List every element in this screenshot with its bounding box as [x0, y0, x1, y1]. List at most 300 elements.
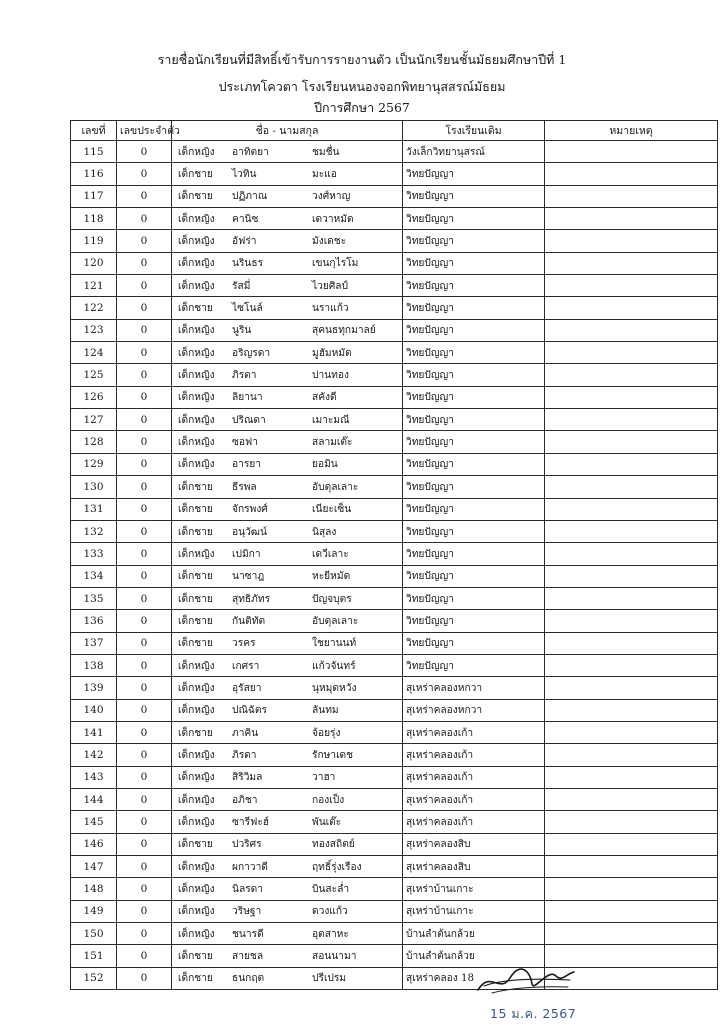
last-name: แก้วจันทร์ — [312, 660, 356, 672]
student-name — [172, 498, 403, 520]
last-name: เดวาหมัด — [312, 213, 354, 225]
remarks — [545, 587, 718, 609]
last-name: อับดุลเลาะ — [312, 615, 359, 627]
remarks — [545, 766, 718, 788]
student-id: 0 — [117, 208, 172, 230]
last-name: ไวยศิลป์ — [312, 280, 348, 292]
table-row — [71, 453, 718, 475]
previous-school: วิทยปัญญา — [403, 208, 545, 230]
first-name: นรินธร — [232, 258, 264, 270]
name-prefix: เด็กชาย — [178, 593, 213, 605]
student-name — [172, 431, 403, 453]
name-prefix: เด็กชาย — [178, 504, 213, 516]
remarks — [545, 230, 718, 252]
student-name — [172, 811, 403, 833]
table-row — [71, 677, 718, 699]
row-number: 137 — [71, 632, 117, 654]
remarks — [545, 520, 718, 542]
table-row — [71, 141, 718, 163]
previous-school: วิทยปัญญา — [403, 632, 545, 654]
row-number: 129 — [71, 453, 117, 475]
student-name — [172, 409, 403, 431]
table-row — [71, 766, 718, 788]
name-prefix: เด็กหญิง — [178, 392, 215, 404]
last-name: เขนกุไรโม — [312, 258, 359, 270]
first-name: ซอฟา — [232, 437, 258, 449]
student-id: 0 — [117, 632, 172, 654]
last-name: ทองสถิตย์ — [312, 839, 355, 851]
row-number: 126 — [71, 386, 117, 408]
first-name: อภิชา — [232, 794, 258, 806]
remarks — [545, 654, 718, 676]
student-name — [172, 587, 403, 609]
student-id: 0 — [117, 766, 172, 788]
row-number: 136 — [71, 610, 117, 632]
last-name: ลันทม — [312, 705, 339, 717]
name-prefix: เด็กหญิง — [178, 258, 215, 270]
last-name: เนียะเซ็น — [312, 504, 352, 516]
student-name — [172, 275, 403, 297]
table-row — [71, 811, 718, 833]
first-name: คานิซ — [232, 213, 259, 225]
table-row — [71, 967, 718, 989]
remarks — [545, 811, 718, 833]
name-prefix: เด็กชาย — [178, 481, 213, 493]
row-number: 140 — [71, 699, 117, 721]
remarks — [545, 342, 718, 364]
student-name — [172, 721, 403, 743]
previous-school: วิทยปัญญา — [403, 565, 545, 587]
student-id: 0 — [117, 654, 172, 676]
student-name — [172, 163, 403, 185]
student-name — [172, 788, 403, 810]
last-name: วงศ์หาญ — [312, 191, 351, 203]
first-name: ภิรดา — [232, 749, 257, 761]
name-prefix: เด็กหญิง — [178, 682, 215, 694]
first-name: สุทธิภัทร — [232, 593, 271, 605]
first-name: ชนารดี — [232, 928, 264, 940]
student-id: 0 — [117, 587, 172, 609]
remarks — [545, 498, 718, 520]
first-name: อาทิตยา — [232, 146, 269, 158]
student-id: 0 — [117, 856, 172, 878]
name-prefix: เด็กชาย — [178, 727, 213, 739]
first-name: ปวริศร — [232, 839, 262, 851]
last-name: สอนนามา — [312, 951, 357, 963]
last-name: อุตสาหะ — [312, 928, 349, 940]
last-name: ยอมิน — [312, 459, 338, 471]
table-row — [71, 498, 718, 520]
row-number: 116 — [71, 163, 117, 185]
student-id: 0 — [117, 923, 172, 945]
row-number: 134 — [71, 565, 117, 587]
previous-school: วังเล็กวิทยานุสรณ์ — [403, 141, 545, 163]
table-row — [71, 900, 718, 922]
table-row — [71, 520, 718, 542]
name-prefix: เด็กหญิง — [178, 236, 215, 248]
name-prefix: เด็กหญิง — [178, 794, 215, 806]
name-prefix: เด็กชาย — [178, 973, 213, 985]
previous-school: บ้านลำต้นกล้วย — [403, 923, 545, 945]
last-name: นราแก้ว — [312, 303, 349, 315]
column-header-remarks: หมายเหตุ — [545, 121, 718, 141]
name-prefix: เด็กชาย — [178, 526, 213, 538]
table-row — [71, 587, 718, 609]
first-name: ธนกฤต — [232, 973, 265, 985]
student-id: 0 — [117, 498, 172, 520]
first-name: อนุวัฒน์ — [232, 526, 267, 538]
previous-school: สุเหร่าคลองหกวา — [403, 677, 545, 699]
name-prefix: เด็กชาย — [178, 951, 213, 963]
previous-school: สุเหร่าคลองสิบ — [403, 833, 545, 855]
previous-school: วิทยปัญญา — [403, 498, 545, 520]
student-id: 0 — [117, 744, 172, 766]
student-name — [172, 297, 403, 319]
previous-school: สุเหร่าคลองเก้า — [403, 721, 545, 743]
last-name: มูฮัมหมัด — [312, 347, 352, 359]
first-name: วรคร — [232, 638, 256, 650]
student-name — [172, 833, 403, 855]
row-number: 149 — [71, 900, 117, 922]
last-name: หะยีหมัด — [312, 571, 351, 583]
last-name: รักษาเดช — [312, 749, 354, 761]
row-number: 115 — [71, 141, 117, 163]
document-title-line-2: ประเภทโควตา โรงเรียนหนองจอกพิทยานุสสรณ์มัธยม — [218, 79, 506, 94]
row-number: 144 — [71, 788, 117, 810]
first-name: ธีรพล — [232, 481, 257, 493]
first-name: อุรัสยา — [232, 682, 262, 694]
remarks — [545, 900, 718, 922]
previous-school: วิทยปัญญา — [403, 297, 545, 319]
column-header-number: เลขที่ — [71, 121, 117, 141]
first-name: ซารีฟะฮ์ — [232, 816, 270, 828]
student-name — [172, 654, 403, 676]
table-row — [71, 319, 718, 341]
previous-school: วิทยปัญญา — [403, 520, 545, 542]
remarks — [545, 275, 718, 297]
name-prefix: เด็กหญิง — [178, 861, 215, 873]
first-name: นูริน — [232, 325, 252, 337]
column-header-student-id: เลขประจำตัว — [117, 121, 172, 141]
last-name: ดวงแก้ว — [312, 906, 348, 918]
row-number: 117 — [71, 185, 117, 207]
table-row — [71, 878, 718, 900]
previous-school: วิทยปัญญา — [403, 252, 545, 274]
row-number: 130 — [71, 476, 117, 498]
remarks — [545, 610, 718, 632]
previous-school: สุเหร่าคลองเก้า — [403, 766, 545, 788]
student-id: 0 — [117, 878, 172, 900]
row-number: 123 — [71, 319, 117, 341]
student-name — [172, 185, 403, 207]
previous-school: วิทยปัญญา — [403, 342, 545, 364]
student-id: 0 — [117, 364, 172, 386]
table-row — [71, 431, 718, 453]
row-number: 141 — [71, 721, 117, 743]
name-prefix: เด็กชาย — [178, 169, 213, 181]
first-name: สายชล — [232, 951, 264, 963]
student-name — [172, 319, 403, 341]
student-name — [172, 610, 403, 632]
student-id: 0 — [117, 319, 172, 341]
name-prefix: เด็กหญิง — [178, 146, 215, 158]
student-name — [172, 230, 403, 252]
remarks — [545, 632, 718, 654]
table-row — [71, 185, 718, 207]
first-name: อัฟร่า — [232, 236, 257, 248]
student-name — [172, 565, 403, 587]
student-name — [172, 453, 403, 475]
name-prefix: เด็กหญิง — [178, 370, 215, 382]
last-name: กองเป็ง — [312, 794, 345, 806]
student-id: 0 — [117, 252, 172, 274]
last-name: บินสะล่ำ — [312, 884, 350, 896]
student-id: 0 — [117, 275, 172, 297]
previous-school: สุเหร่าคลองเก้า — [403, 744, 545, 766]
previous-school: วิทยปัญญา — [403, 185, 545, 207]
row-number: 120 — [71, 252, 117, 274]
student-id: 0 — [117, 900, 172, 922]
row-number: 150 — [71, 923, 117, 945]
remarks — [545, 141, 718, 163]
name-prefix: เด็กหญิง — [178, 548, 215, 560]
previous-school: สุเหร่าคลองสิบ — [403, 856, 545, 878]
table-row — [71, 386, 718, 408]
row-number: 148 — [71, 878, 117, 900]
first-name: ภิรดา — [232, 370, 257, 382]
column-header-previous-school: โรงเรียนเดิม — [403, 121, 545, 141]
remarks — [545, 699, 718, 721]
table-header-row — [71, 121, 718, 141]
name-prefix: เด็กหญิง — [178, 347, 215, 359]
student-name — [172, 141, 403, 163]
table-row — [71, 342, 718, 364]
name-prefix: เด็กหญิง — [178, 459, 215, 471]
remarks — [545, 476, 718, 498]
row-number: 133 — [71, 543, 117, 565]
table-row — [71, 230, 718, 252]
last-name: อับดุลเลาะ — [312, 481, 359, 493]
name-prefix: เด็กชาย — [178, 303, 213, 315]
first-name: อริญรดา — [232, 347, 271, 359]
row-number: 152 — [71, 967, 117, 989]
previous-school: วิทยปัญญา — [403, 409, 545, 431]
name-prefix: เด็กหญิง — [178, 772, 215, 784]
previous-school: สุเหร่าคลองเก้า — [403, 788, 545, 810]
name-prefix: เด็กหญิง — [178, 660, 215, 672]
student-roster-table — [70, 120, 718, 990]
remarks — [545, 319, 718, 341]
student-id: 0 — [117, 409, 172, 431]
previous-school: วิทยปัญญา — [403, 230, 545, 252]
table-row — [71, 409, 718, 431]
last-name: พันเต๊ะ — [312, 816, 342, 828]
last-name: สุคนธทุกมาลย์ — [312, 325, 376, 337]
table-row — [71, 945, 718, 967]
row-number: 119 — [71, 230, 117, 252]
student-name — [172, 520, 403, 542]
row-number: 146 — [71, 833, 117, 855]
name-prefix: เด็กชาย — [178, 839, 213, 851]
student-id: 0 — [117, 699, 172, 721]
last-name: มะแอ — [312, 169, 337, 181]
table-row — [71, 654, 718, 676]
first-name: เปมิกา — [232, 548, 261, 560]
student-id: 0 — [117, 833, 172, 855]
row-number: 122 — [71, 297, 117, 319]
table-row — [71, 275, 718, 297]
previous-school: สุเหร่าคลองเก้า — [403, 811, 545, 833]
last-name: ปัญจบุตร — [312, 593, 352, 605]
row-number: 147 — [71, 856, 117, 878]
previous-school: วิทยปัญญา — [403, 587, 545, 609]
remarks — [545, 386, 718, 408]
first-name: กันติทัต — [232, 615, 266, 627]
name-prefix: เด็กหญิง — [178, 884, 215, 896]
name-prefix: เด็กหญิง — [178, 213, 215, 225]
remarks — [545, 364, 718, 386]
document-title-line-3: ปีการศึกษา 2567 — [314, 100, 410, 115]
first-name: ปณิฉัตร — [232, 705, 267, 717]
remarks — [545, 431, 718, 453]
last-name: ปานทอง — [312, 370, 349, 382]
name-prefix: เด็กชาย — [178, 638, 213, 650]
last-name: เดวีเลาะ — [312, 548, 349, 560]
previous-school: บ้านลำต้นกล้วย — [403, 945, 545, 967]
remarks — [545, 856, 718, 878]
name-prefix: เด็กชาย — [178, 191, 213, 203]
student-id: 0 — [117, 788, 172, 810]
first-name: ผกาวาดี — [232, 861, 268, 873]
table-row — [71, 208, 718, 230]
row-number: 128 — [71, 431, 117, 453]
remarks — [545, 677, 718, 699]
name-prefix: เด็กหญิง — [178, 437, 215, 449]
student-id: 0 — [117, 163, 172, 185]
first-name: เกศรา — [232, 660, 260, 672]
row-number: 135 — [71, 587, 117, 609]
last-name: ปรีเปรม — [312, 973, 347, 985]
row-number: 127 — [71, 409, 117, 431]
table-row — [71, 476, 718, 498]
row-number: 151 — [71, 945, 117, 967]
table-row — [71, 364, 718, 386]
last-name: มังเดชะ — [312, 236, 347, 248]
table-row — [71, 565, 718, 587]
student-name — [172, 699, 403, 721]
first-name: ภาคิน — [232, 727, 259, 739]
student-name — [172, 945, 403, 967]
row-number: 138 — [71, 654, 117, 676]
row-number: 124 — [71, 342, 117, 364]
last-name: นิสุลง — [312, 526, 337, 538]
received-date-stamp: 15 ม.ค. 2567 — [490, 1006, 577, 1021]
student-id: 0 — [117, 453, 172, 475]
student-id: 0 — [117, 811, 172, 833]
last-name: สลามเต๊ะ — [312, 437, 353, 449]
row-number: 121 — [71, 275, 117, 297]
previous-school: วิทยปัญญา — [403, 453, 545, 475]
student-name — [172, 923, 403, 945]
table-row — [71, 856, 718, 878]
previous-school: สุเหร่าคลอง 18 — [403, 967, 545, 989]
first-name: ไวทิน — [232, 169, 257, 181]
previous-school: สุเหร่าบ้านเกาะ — [403, 900, 545, 922]
student-id: 0 — [117, 431, 172, 453]
row-number: 145 — [71, 811, 117, 833]
student-id: 0 — [117, 543, 172, 565]
student-id: 0 — [117, 141, 172, 163]
remarks — [545, 543, 718, 565]
last-name: จ้อยรุ่ง — [312, 727, 341, 739]
last-name: นุหมุดหวัง — [312, 682, 357, 694]
student-id: 0 — [117, 342, 172, 364]
student-name — [172, 208, 403, 230]
student-id: 0 — [117, 476, 172, 498]
student-id: 0 — [117, 297, 172, 319]
table-row — [71, 297, 718, 319]
first-name: ไซโนล์ — [232, 303, 263, 315]
row-number: 142 — [71, 744, 117, 766]
last-name: วาฮา — [312, 772, 336, 784]
row-number: 139 — [71, 677, 117, 699]
remarks — [545, 788, 718, 810]
student-name — [172, 900, 403, 922]
remarks — [545, 252, 718, 274]
student-id: 0 — [117, 185, 172, 207]
student-id: 0 — [117, 230, 172, 252]
last-name: ฤทธิ์รุ่งเรือง — [312, 861, 362, 873]
student-name — [172, 878, 403, 900]
student-name — [172, 632, 403, 654]
previous-school: สุเหร่าบ้านเกาะ — [403, 878, 545, 900]
table-row — [71, 788, 718, 810]
first-name: จักรพงศ์ — [232, 504, 268, 516]
student-id: 0 — [117, 721, 172, 743]
student-id: 0 — [117, 677, 172, 699]
first-name: รัสมี่ — [232, 280, 251, 292]
first-name: นิลรดา — [232, 884, 264, 896]
table-row — [71, 543, 718, 565]
name-prefix: เด็กหญิง — [178, 928, 215, 940]
row-number: 118 — [71, 208, 117, 230]
previous-school: สุเหร่าคลองหกวา — [403, 699, 545, 721]
table-row — [71, 252, 718, 274]
first-name: อารยา — [232, 459, 262, 471]
row-number: 143 — [71, 766, 117, 788]
student-name — [172, 386, 403, 408]
remarks — [545, 185, 718, 207]
previous-school: วิทยปัญญา — [403, 654, 545, 676]
name-prefix: เด็กหญิง — [178, 414, 215, 426]
remarks — [545, 878, 718, 900]
table-body — [71, 141, 718, 990]
student-name — [172, 967, 403, 989]
previous-school: วิทยปัญญา — [403, 163, 545, 185]
remarks — [545, 923, 718, 945]
table-row — [71, 610, 718, 632]
remarks — [545, 721, 718, 743]
student-name — [172, 856, 403, 878]
student-id: 0 — [117, 565, 172, 587]
document-title-line-1: รายชื่อนักเรียนที่มีสิทธิ์เข้ารับการรายงานตัว เป็นนักเรียนชั้นมัธยมศึกษาปีที่ 1 — [157, 52, 567, 67]
row-number: 131 — [71, 498, 117, 520]
row-number: 125 — [71, 364, 117, 386]
column-header-full-name: ชื่อ - นามสกุล — [172, 121, 403, 141]
row-number: 132 — [71, 520, 117, 542]
previous-school: วิทยปัญญา — [403, 319, 545, 341]
table-row — [71, 923, 718, 945]
